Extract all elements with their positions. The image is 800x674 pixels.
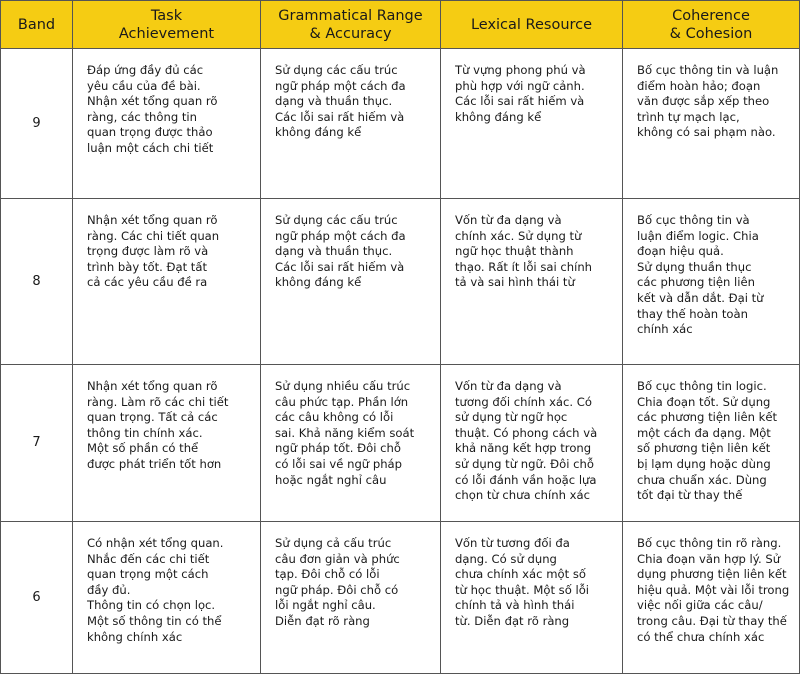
descriptor-line: dụng phương tiện liên kết — [637, 567, 787, 582]
grammatical-range-cell — [261, 365, 441, 522]
descriptor-line: chưa chính xác một số — [455, 567, 586, 582]
grammatical-range-cell — [261, 522, 441, 674]
descriptor-line: quan trọng. Tất cả các — [87, 410, 218, 425]
descriptor-line: Vốn từ tương đối đa — [455, 536, 570, 550]
descriptor-line: Các lỗi sai rất hiếm và — [275, 259, 405, 274]
descriptor-line: thuật. Có phong cách và — [455, 425, 598, 440]
descriptor-line: có lỗi sai về ngữ pháp — [275, 456, 403, 471]
descriptor-line: trình tự mạch lạc, — [637, 109, 740, 124]
descriptor-line: ngữ học thuật thành — [455, 244, 574, 259]
descriptor-line: câu đơn giản và phức — [275, 551, 400, 566]
descriptor-line: Có nhận xét tổng quan. — [87, 536, 224, 550]
descriptor-line: không đáng kể — [455, 109, 542, 124]
descriptor-line: Bố cục thông tin logic. — [637, 379, 767, 393]
descriptor-line: Thông tin có chọn lọc. — [87, 598, 216, 613]
band-score: 9 — [1, 49, 73, 199]
header-coherence-cohesion: Coherence & Cohesion — [623, 1, 800, 49]
descriptor-line: Bố cục thông tin và — [637, 213, 750, 227]
descriptor-text — [73, 365, 260, 473]
descriptor-line: dạng và thuần thục. — [275, 94, 393, 109]
descriptor-line: tạp. Đôi chỗ có lỗi — [275, 567, 380, 582]
descriptor-line: chính xác — [637, 322, 693, 337]
descriptor-line: dạng và thuần thục. — [275, 244, 393, 259]
descriptor-line: hiệu quả. Một vài lỗi trong — [637, 582, 790, 597]
descriptor-line: không đáng kể — [275, 125, 362, 140]
descriptor-line: Bố cục thông tin rõ ràng. — [637, 536, 782, 550]
descriptor-line: Sử dụng các cấu trúc — [275, 213, 398, 227]
descriptor-line: ràng. Làm rõ các chi tiết — [87, 394, 229, 409]
descriptor-line: bị lạm dụng hoặc dùng — [637, 456, 771, 471]
descriptor-line: hoặc ngắt nghỉ câu — [275, 472, 387, 487]
descriptor-text — [441, 49, 622, 125]
table-row — [1, 365, 800, 522]
descriptor-line: sử dụng từ ngữ học — [455, 410, 568, 425]
descriptor-line: điểm hoàn hảo; đoạn — [637, 78, 761, 93]
descriptor-line: Nhận xét tổng quan rõ — [87, 94, 218, 109]
descriptor-line: có lỗi đánh vần hoặc lựa — [455, 472, 597, 487]
descriptor-line: luận điểm logic. Chia — [637, 228, 759, 243]
descriptor-text — [73, 522, 260, 645]
descriptor-line: trình bày tốt. Đạt tất — [87, 259, 207, 274]
task-achievement-cell — [73, 49, 261, 199]
descriptor-line: tốt đại từ thay thế — [637, 488, 743, 503]
descriptor-line: ngữ pháp một cách đa — [275, 78, 406, 93]
grammatical-range-cell — [261, 49, 441, 199]
descriptor-line: trọng được làm rõ và — [87, 244, 209, 259]
descriptor-text — [623, 365, 799, 504]
coherence-cohesion-cell — [623, 49, 800, 199]
descriptor-line: luận một cách chi tiết — [87, 140, 214, 155]
descriptor-line: Sử dụng nhiều cấu trúc — [275, 379, 411, 393]
descriptor-line: ràng. Các chi tiết quan — [87, 228, 220, 243]
header-task-achievement: Task Achievement — [73, 1, 261, 49]
descriptor-line: yêu cầu của đề bài. — [87, 78, 201, 93]
descriptor-text — [441, 522, 622, 630]
descriptor-line: Nhận xét tổng quan rõ — [87, 379, 218, 393]
band-score: 6 — [1, 522, 73, 674]
descriptor-text — [623, 522, 799, 645]
descriptor-text — [441, 199, 622, 291]
descriptor-line: Vốn từ đa dạng và — [455, 379, 562, 393]
descriptor-line: không có sai phạm nào. — [637, 125, 776, 140]
task-achievement-cell — [73, 365, 261, 522]
descriptor-line: Vốn từ đa dạng và — [455, 213, 562, 227]
descriptor-line: sử dụng từ ngữ. Đôi chỗ — [455, 456, 594, 471]
band-score: 7 — [1, 365, 73, 522]
band-score: 8 — [1, 199, 73, 365]
descriptor-line: Một số phần có thể — [87, 441, 199, 456]
descriptor-line: ngữ pháp. Đôi chỗ có — [275, 582, 399, 597]
coherence-cohesion-cell — [623, 522, 800, 674]
descriptor-line: đoạn hiệu quả. — [637, 244, 724, 259]
coherence-cohesion-cell — [623, 365, 800, 522]
descriptor-line: Bố cục thông tin và luận — [637, 63, 779, 77]
lexical-resource-cell — [441, 365, 623, 522]
descriptor-line: thạo. Rất ít lỗi sai chính — [455, 259, 593, 274]
descriptor-line: từ học thuật. Một số lỗi — [455, 582, 590, 597]
header-lexical-resource: Lexical Resource — [441, 1, 623, 49]
descriptor-line: từ. Diễn đạt rõ ràng — [455, 613, 570, 628]
descriptor-line: ràng, các thông tin — [87, 109, 197, 124]
header-grammatical-range: Grammatical Range & Accuracy — [261, 1, 441, 49]
descriptor-line: khả năng kết hợp trong — [455, 441, 592, 456]
lexical-resource-cell — [441, 199, 623, 365]
descriptor-line: không đáng kể — [275, 275, 362, 290]
header-row — [1, 1, 800, 49]
descriptor-line: Chia đoạn tốt. Sử dụng — [637, 394, 771, 409]
descriptor-line: Các lỗi sai rất hiếm và — [275, 109, 405, 124]
descriptor-text — [261, 522, 440, 630]
descriptor-line: phù hợp với ngữ cảnh. — [455, 78, 585, 93]
descriptor-line: được phát triển tốt hơn — [87, 456, 222, 471]
descriptor-line: Diễn đạt rõ ràng — [275, 613, 370, 628]
table-row — [1, 522, 800, 674]
descriptor-line: ngữ pháp tốt. Đôi chỗ — [275, 441, 401, 456]
descriptor-line: Các lỗi sai rất hiếm và — [455, 94, 585, 109]
descriptor-line: tương đối chính xác. Có — [455, 394, 592, 409]
descriptor-line: không chính xác — [87, 629, 183, 644]
descriptor-line: Sử dụng thuần thục — [637, 259, 752, 274]
descriptor-line: Sử dụng các cấu trúc — [275, 63, 398, 77]
descriptor-line: quan trọng được thảo — [87, 125, 213, 140]
descriptor-line: chọn từ chưa chính xác — [455, 488, 590, 503]
descriptor-text — [623, 199, 799, 338]
descriptor-line: sai. Khả năng kiểm soát — [275, 425, 415, 440]
descriptor-line: các phương tiện liên — [637, 275, 755, 290]
descriptor-line: số phương tiện liên kết — [637, 441, 771, 456]
table-row — [1, 199, 800, 365]
descriptor-line: kết và dẫn dắt. Đại từ — [637, 290, 764, 305]
descriptor-text — [623, 49, 799, 141]
descriptor-line: quan trọng một cách — [87, 567, 209, 582]
descriptor-line: một cách đa dạng. Một — [637, 425, 771, 440]
descriptor-line: dạng. Có sử dụng — [455, 551, 557, 566]
grammatical-range-cell — [261, 199, 441, 365]
descriptor-line: các phương tiện liên kết — [637, 410, 778, 425]
descriptor-text — [261, 365, 440, 488]
descriptor-line: tả và sai hình thái từ — [455, 275, 575, 290]
descriptor-text — [73, 199, 260, 291]
descriptor-line: chưa chuẩn xác. Dùng — [637, 472, 767, 487]
descriptor-line: Một số thông tin có thể — [87, 613, 222, 628]
descriptor-line: Chia đoạn văn hợp lý. Sử — [637, 551, 781, 566]
descriptor-line: Từ vựng phong phú và — [455, 63, 586, 77]
descriptor-text — [261, 49, 440, 141]
descriptor-text — [441, 365, 622, 504]
descriptor-line: ngữ pháp một cách đa — [275, 228, 406, 243]
descriptor-line: Nhắc đến các chi tiết — [87, 551, 210, 566]
descriptor-line: đầy đủ. — [87, 582, 131, 597]
descriptor-line: có thể chưa chính xác — [637, 629, 765, 644]
descriptor-text — [73, 49, 260, 157]
descriptor-line: các câu không có lỗi — [275, 410, 394, 425]
descriptor-line: trong câu. Đại từ thay thế — [637, 613, 787, 628]
task-achievement-cell — [73, 199, 261, 365]
lexical-resource-cell — [441, 49, 623, 199]
descriptor-line: câu phức tạp. Phần lớn — [275, 394, 409, 409]
lexical-resource-cell — [441, 522, 623, 674]
task-achievement-cell — [73, 522, 261, 674]
coherence-cohesion-cell — [623, 199, 800, 365]
descriptor-line: chính xác. Sử dụng từ — [455, 228, 582, 243]
descriptor-line: Nhận xét tổng quan rõ — [87, 213, 218, 227]
descriptor-line: thông tin chính xác. — [87, 425, 203, 440]
descriptor-line: cả các yêu cầu đề ra — [87, 275, 208, 290]
descriptor-line: Đáp ứng đầy đủ các — [87, 63, 204, 77]
header-band: Band — [1, 1, 73, 49]
descriptor-line: chính tả và hình thái — [455, 598, 575, 613]
descriptor-line: văn được sắp xếp theo — [637, 94, 770, 109]
descriptor-line: thay thế hoàn toàn — [637, 306, 748, 321]
descriptor-text — [261, 199, 440, 291]
descriptor-line: lỗi ngắt nghỉ câu. — [275, 598, 376, 613]
table-row — [1, 49, 800, 199]
descriptor-line: Sử dụng cả cấu trúc — [275, 536, 392, 550]
descriptor-line: việc nối giữa các câu/ — [637, 598, 763, 613]
